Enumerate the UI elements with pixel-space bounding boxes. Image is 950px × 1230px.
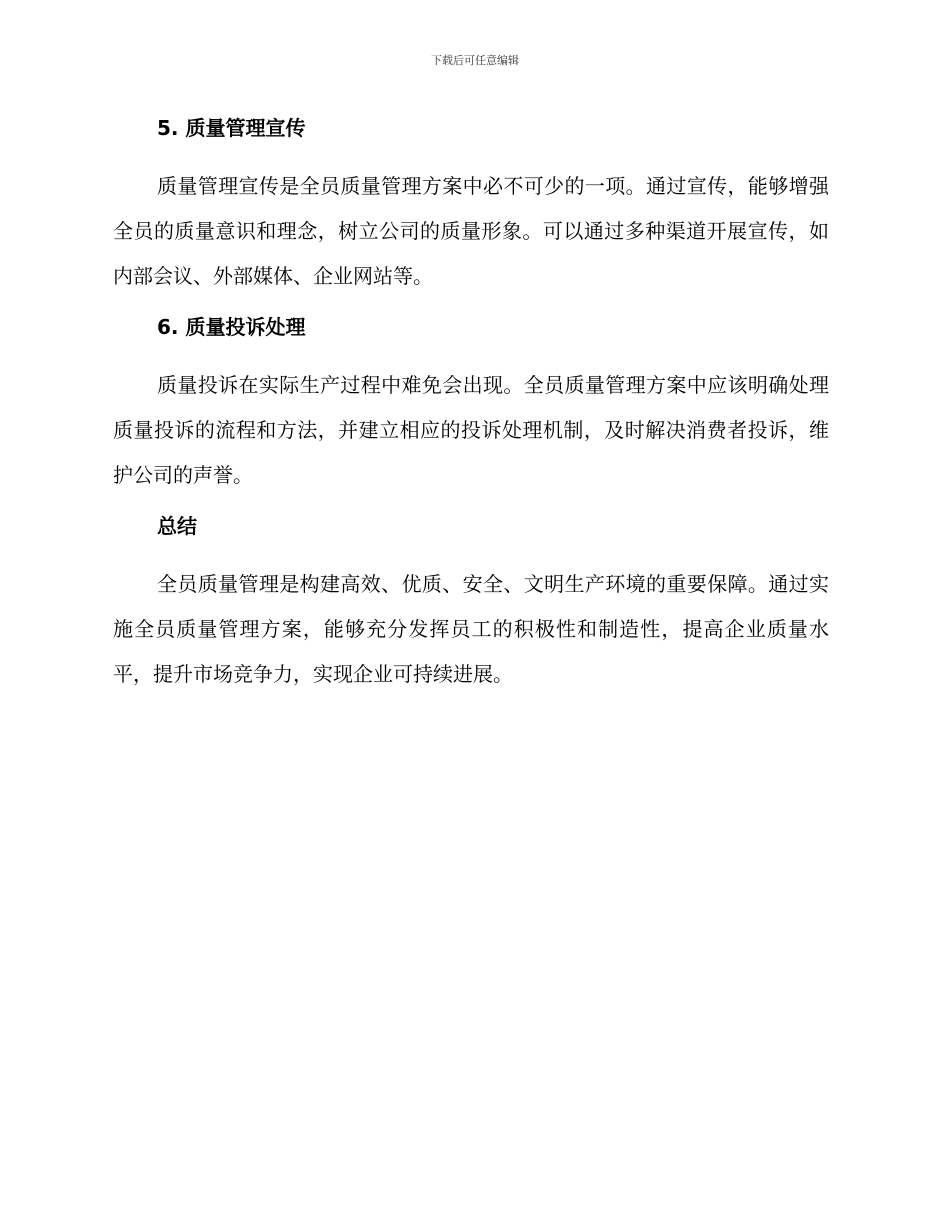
section-paragraph: 质量投诉在实际生产过程中难免会出现。全员质量管理方案中应该明确处理质量投诉的流程和方法，并建立相应的投诉处理机制，及时解决消费者投诉，维护公司的声誉。 bbox=[113, 373, 829, 487]
section-heading: 6. 质量投诉处理 bbox=[157, 315, 306, 339]
section-paragraph: 全员质量管理是构建高效、优质、安全、文明生产环境的重要保障。通过实施全员质量管理方案，能够充分发挥员工的积极性和制造性，提高企业质量水平，提升市场竞争力，实现企业可持续进展。 bbox=[113, 572, 829, 686]
section-paragraph: 质量管理宣传是全员质量管理方案中必不可少的一项。通过宣传，能够增强全员的质量意识和理念，树立公司的质量形象。可以通过多种渠道开展宣传，如内部会议、外部媒体、企业网站等。 bbox=[113, 174, 829, 288]
section-quality-promotion bbox=[113, 112, 829, 299]
section-heading: 总结 bbox=[157, 514, 197, 538]
section-complaint-handling bbox=[113, 311, 829, 498]
section-heading: 5. 质量管理宣传 bbox=[157, 116, 306, 140]
document-body bbox=[113, 112, 829, 709]
section-summary bbox=[113, 510, 829, 697]
page-header: 下载后可任意编辑 bbox=[431, 54, 519, 67]
